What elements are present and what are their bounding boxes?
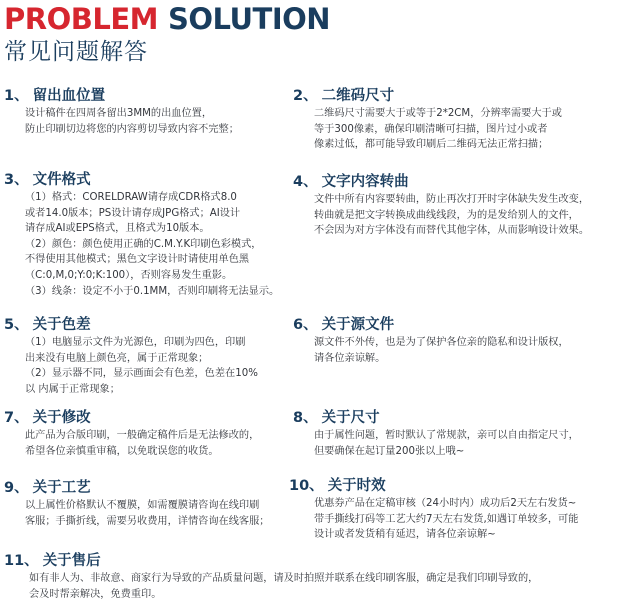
faq-line: 如有非人为、非故意、商家行为导致的产品质量问题，请及时拍照并联系在线印刷客服，确定是我们印刷导致的， [29, 573, 539, 584]
faq-number: 6、 [293, 317, 318, 333]
faq-body [4, 428, 259, 459]
faq-title-text: 关于源文件 [321, 317, 395, 333]
faq-title [4, 170, 279, 190]
faq-line: 防止印刷切边将您的内容剪切导致内容不完整； [25, 123, 239, 135]
faq-item-5 [4, 315, 258, 397]
faq-line: 像素过低，都可能导致印刷后二维码无法正常扫描； [314, 139, 549, 151]
faq-number: 9、 [4, 480, 29, 496]
faq-line: 转曲就是把文字转换成曲线线段，为的是发给别人的文件， [314, 209, 579, 221]
faq-body [4, 335, 258, 397]
title-word-problem: PROBLEM [4, 2, 158, 36]
faq-title-text: 关于售后 [42, 553, 101, 569]
faq-line: 带手撕线打码等工艺大约7天左右发货,如遇订单较多，可能 [314, 513, 579, 525]
faq-title [4, 478, 270, 498]
faq-line: 希望各位亲慎重审稿，以免耽误您的收货。 [25, 445, 219, 457]
faq-number: 3、 [4, 172, 29, 188]
faq-number: 2、 [293, 88, 318, 104]
faq-body [4, 571, 538, 602]
faq-line: 设计稿件在四周各留出3MM的出血位置， [25, 108, 213, 119]
faq-number: 5、 [4, 317, 29, 333]
faq-line: （3）线条：设定不小于0.1MM，否则印刷将无法显示。 [25, 285, 280, 297]
faq-line: 以 内属于正常现象； [25, 383, 120, 395]
faq-line: 请各位亲谅解。 [314, 352, 386, 364]
faq-line: 源文件不外传，也是为了保护各位亲的隐私和设计版权， [314, 337, 569, 348]
faq-number: 10、 [289, 478, 324, 494]
faq-line: 会及时帮亲解决，免费重印。 [29, 588, 162, 600]
page-header [4, 2, 330, 66]
faq-title-text: 关于色差 [32, 317, 91, 333]
faq-item-1 [4, 86, 239, 137]
faq-title [4, 408, 259, 428]
faq-title [293, 315, 569, 335]
faq-title-text: 文字内容转曲 [321, 174, 409, 190]
faq-body [293, 192, 589, 239]
faq-title-text: 关于尺寸 [321, 410, 380, 426]
faq-title-text: 关于修改 [32, 410, 91, 426]
faq-line: 不会因为对方字体没有而替代其他字体，从而影响设计效果。 [314, 225, 590, 237]
faq-line: 优惠券产品在定稿审核（24小时内）成功后2天左右发货~ [314, 498, 577, 509]
faq-item-3 [4, 170, 279, 299]
faq-item-9 [4, 478, 270, 529]
faq-title [4, 86, 239, 106]
faq-title-text: 文件格式 [32, 172, 91, 188]
faq-title-text: 关于时效 [327, 478, 386, 494]
faq-body [4, 190, 279, 299]
faq-line: 等于300像素，确保印刷清晰可扫描，图片过小或者 [314, 123, 548, 135]
faq-item-2 [293, 86, 562, 153]
faq-body [4, 106, 239, 137]
faq-line: 请存成AI或EPS格式，且格式为10版本。 [25, 223, 210, 235]
faq-line: （2）显示器不同，显示画面会有色差，色差在10% [25, 368, 258, 380]
faq-body [289, 496, 578, 543]
faq-item-10 [289, 476, 578, 543]
faq-line: 或者14.0版本；PS设计请存成JPG格式；AI设计 [25, 207, 241, 219]
faq-number: 4、 [293, 174, 318, 190]
faq-line: 客服；手撕折线，需要另收费用，详情咨询在线客服； [25, 515, 270, 527]
faq-line: 设计或者发货稍有延迟，请各位亲谅解~ [314, 529, 496, 541]
faq-number: 8、 [293, 410, 318, 426]
faq-number: 1、 [4, 88, 29, 104]
faq-item-8 [293, 408, 579, 459]
faq-line: 出来没有电脑上颜色亮，属于正常现象； [25, 352, 209, 364]
faq-line: 文件中所有内容要转曲，防止再次打开时字体缺失发生改变， [314, 194, 590, 205]
faq-title-text: 关于工艺 [32, 480, 91, 496]
faq-body [293, 335, 569, 366]
faq-item-7 [4, 408, 259, 459]
page-title-en [4, 2, 330, 36]
faq-line: 此产品为合版印刷，一般确定稿件后是无法修改的， [25, 430, 260, 441]
faq-body [4, 498, 270, 529]
faq-item-6 [293, 315, 569, 366]
faq-line: （1）电脑显示文件为光源色，印刷为四色，印刷 [25, 337, 246, 348]
faq-item-4 [293, 172, 589, 239]
faq-line: （2）颜色：颜色使用正确的C.M.Y.K印刷色彩模式， [25, 238, 262, 250]
faq-body [293, 106, 562, 153]
faq-line: 二维码尺寸需要大于或等于2*2CM，分辨率需要大于或 [314, 108, 562, 119]
faq-title [293, 172, 589, 192]
faq-title [4, 551, 538, 571]
faq-line: （1）格式：CORELDRAW请存成CDR格式8.0 [25, 192, 237, 203]
faq-title-text: 二维码尺寸 [321, 88, 395, 104]
faq-body [293, 428, 579, 459]
title-word-solution: SOLUTION [168, 2, 331, 36]
faq-number: 7、 [4, 410, 29, 426]
faq-number: 11、 [4, 553, 39, 569]
faq-title [289, 476, 578, 496]
faq-line: 但要确保在起订量200张以上哦~ [314, 445, 465, 457]
faq-title-text: 留出血位置 [32, 88, 106, 104]
faq-item-11 [4, 551, 538, 602]
faq-line: 由于属性问题，暂时默认了常规款，亲可以自由指定尺寸， [314, 430, 579, 441]
faq-line: （C:0,M,0;Y:0;K:100），否则容易发生重影。 [25, 269, 233, 281]
faq-title [293, 408, 579, 428]
page-title-cn: 常见问题解答 [4, 39, 148, 65]
faq-line: 不得使用其他模式；黑色文字设计时请使用单色黑 [25, 254, 250, 266]
faq-line: 以上属性价格默认不覆膜，如需覆膜请咨询在线印刷 [25, 500, 260, 511]
faq-title [293, 86, 562, 106]
faq-title [4, 315, 258, 335]
